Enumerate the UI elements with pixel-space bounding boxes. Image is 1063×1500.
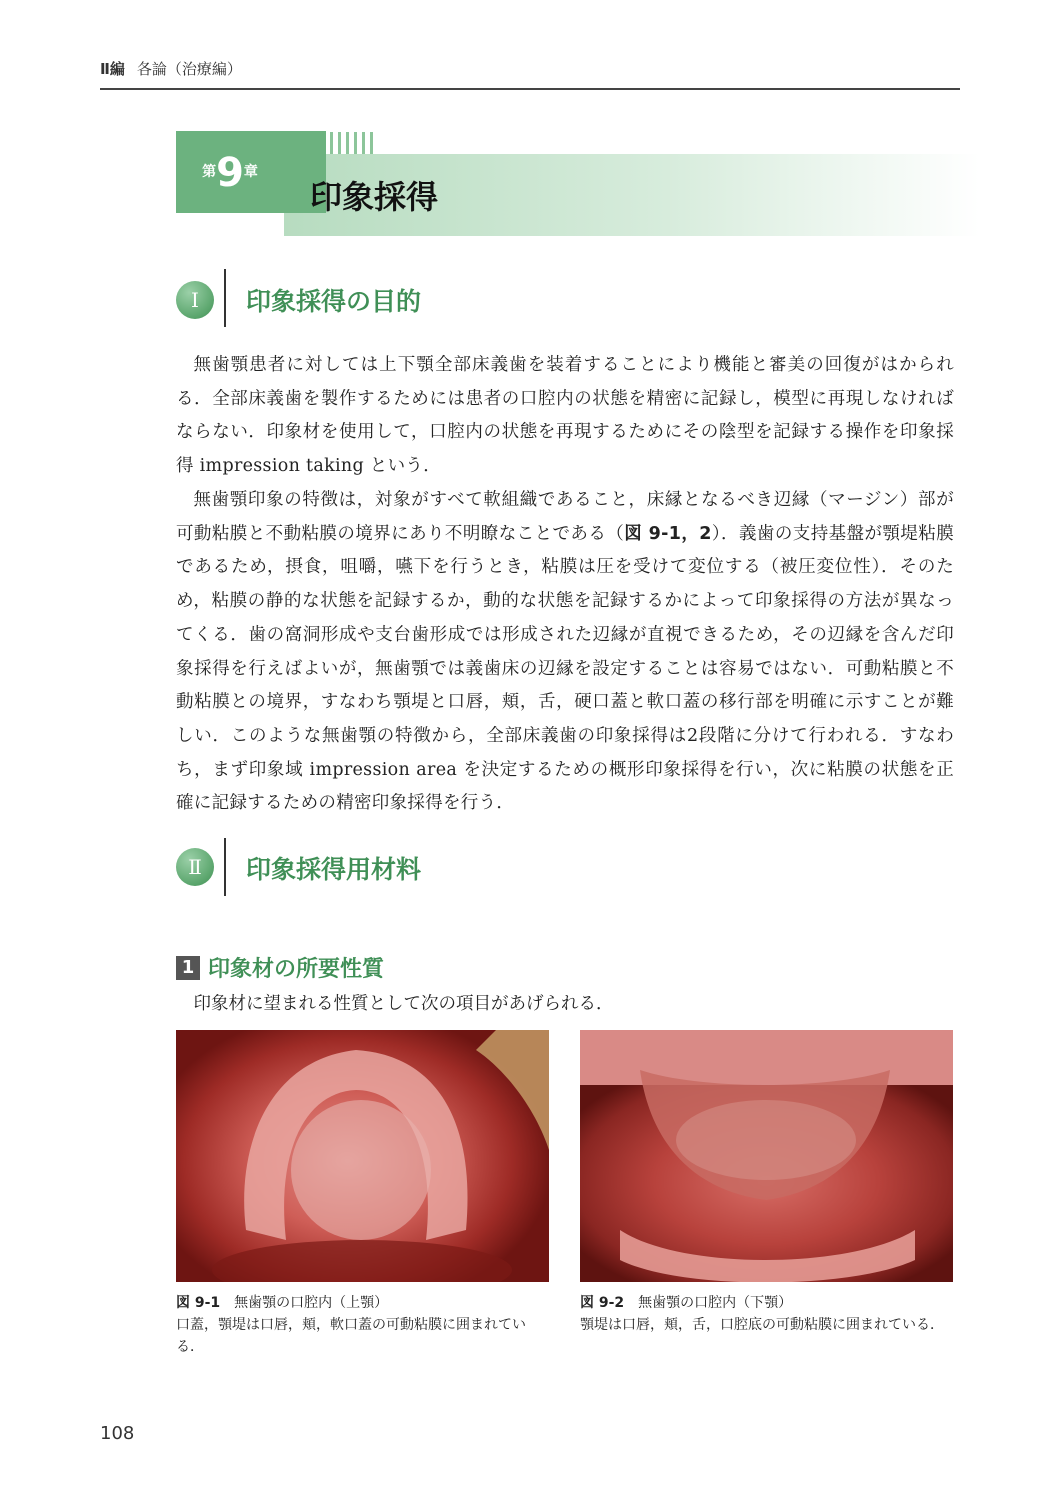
subsection-number: 1	[176, 956, 200, 980]
section-2-title: 印象採得用材料	[246, 855, 422, 884]
paragraph-2-before: 無歯顎印象の特徴は，対象がすべて軟組織であること，床縁となるべき辺縁（マージン）部が可動粘膜と不動粘膜の境界にあり不明瞭なことである（	[176, 490, 954, 544]
figure-9-1-photo	[176, 1030, 549, 1282]
section-1-title: 印象採得の目的	[246, 287, 422, 316]
chapter-number	[176, 150, 284, 196]
figure-9-2-text: 顎堤は口唇，頬，舌，口腔底の可動粘膜に囲まれている．	[580, 1317, 944, 1333]
figure-9-1-title: 無歯顎の口腔内（上顎）	[234, 1295, 389, 1311]
chapter-number-value: 9	[216, 150, 244, 196]
figure-9-2-photo	[580, 1030, 953, 1282]
chapter-decoration-stripes	[326, 132, 376, 154]
page-number: 108	[100, 1423, 135, 1444]
section-2-numeral: Ⅱ	[176, 848, 214, 886]
paragraph-1: 無歯顎患者に対しては上下顎全部床義歯を装着することにより機能と審美の回復がはかられる．全部床義歯を製作するためには患者の口腔内の状態を精密に記録し，模型に再現しなければならない．印象材を使用して，口腔内の状態を再現するためにその陰型を記録する操作を印象採得 impression taking という．	[176, 355, 954, 477]
part-section: 各論（治療編）	[136, 60, 242, 78]
figure-9-2-label: 図 9-2	[580, 1295, 625, 1311]
chapter-prefix: 第	[202, 164, 217, 180]
chapter-title: 印象採得	[310, 178, 439, 216]
subsection-title: 印象材の所要性質	[208, 957, 385, 982]
subsection-lead: 印象材に望まれる性質として次の項目があげられる．	[193, 994, 614, 1014]
figure-9-1-label: 図 9-1	[176, 1295, 221, 1311]
paragraph-2	[176, 484, 954, 821]
figure-9-2-caption	[580, 1292, 953, 1336]
figure-reference[interactable]: 図 9-1，2	[624, 523, 712, 544]
chapter-suffix: 章	[243, 164, 258, 180]
running-header	[100, 58, 960, 90]
part-label: Ⅱ編	[100, 60, 125, 78]
section-1-numeral: Ⅰ	[176, 281, 214, 319]
section-2-divider	[224, 838, 226, 896]
figure-9-1-caption	[176, 1292, 549, 1358]
figure-9-1-text: 口蓋，顎堤は口唇，頬，軟口蓋の可動粘膜に囲まれている．	[176, 1317, 526, 1355]
section-1-divider	[224, 269, 226, 327]
figure-9-2-title: 無歯顎の口腔内（下顎）	[638, 1295, 793, 1311]
paragraph-2-after: ）．義歯の支持基盤が顎堤粘膜であるため，摂食，咀嚼，嚥下を行うとき，粘膜は圧を受けて変位する（被圧変位性）．そのため，粘膜の静的な状態を記録するか，動的な状態を記録するかによって印象採得の方法が異なってくる．歯の窩洞形成や支台歯形成では形成された辺縁が直視できるため，その辺縁を含んだ印象採得を行えばよいが，無歯顎では義歯床の辺縁を設定することは容易ではない．可動粘膜と不動粘膜との境界，すなわち顎堤と口唇，頬，舌，硬口蓋と軟口蓋の移行部を明確に示すことが難しい．このような無歯顎の特徴から，全部床義歯の印象採得は2段階に分けて行われる．すなわち，まず印象域 impression area を決定するための概形印象採得を行い，次に粘膜の状態を正確に記録するための精密印象採得を行う．	[176, 523, 955, 814]
